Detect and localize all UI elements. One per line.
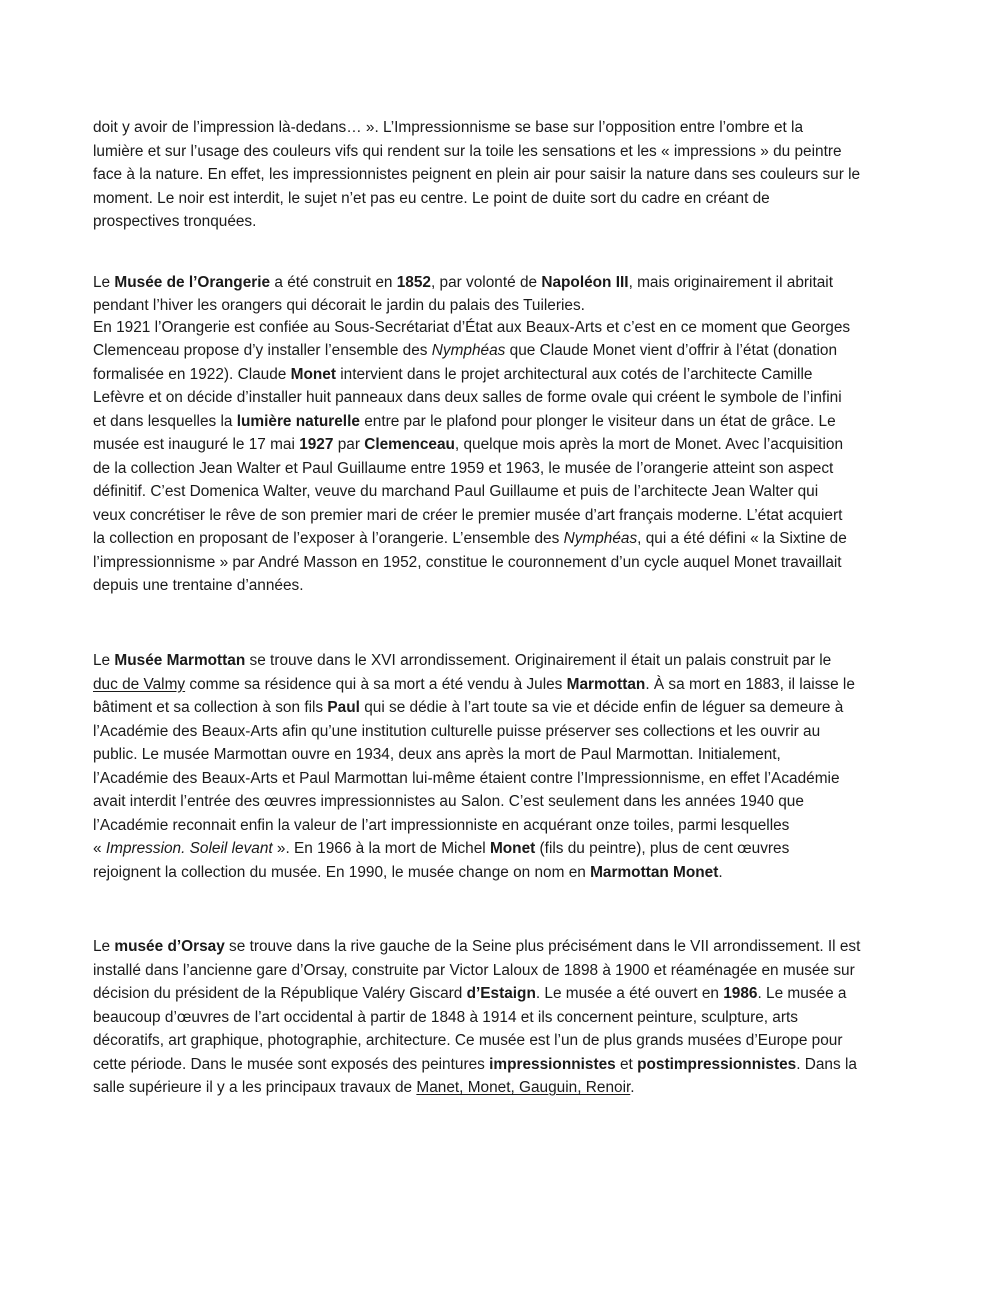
bold-text: 1852 <box>396 274 431 291</box>
text-line: doit y avoir de l’impression là-dedans… ». L’Impressionnisme se base sur l’opposition entre l’ombre et la <box>93 119 804 136</box>
text-line: Lefèvre et on décide d’installer huit panneaux dans deux salles de forme ovale qui créent le symbole de l’infini <box>93 389 842 406</box>
italic-text: Impression. Soleil levant <box>105 840 273 857</box>
text-run: . Dans la <box>796 1055 857 1073</box>
italic-text: Nymphéas <box>563 530 638 547</box>
text-line <box>93 861 913 885</box>
text-run: la collection en proposant de l’exposer à l’orangerie. L’ensemble des <box>93 530 564 547</box>
text-run: musée est inauguré le 17 mai <box>93 436 300 453</box>
text-run: entre par le plafond pour plonger le visiteur dans un état de grâce. Le <box>359 412 836 430</box>
bold-text: Monet <box>489 840 536 857</box>
text-run: a été construit en <box>270 274 397 291</box>
text-run: « <box>93 840 106 857</box>
text-line: l’Académie reconnait enfin la valeur de l’art impressionniste en acquérant onze toiles, parmi lesquelles <box>93 816 790 834</box>
text-line <box>93 339 913 363</box>
text-line: de la collection Jean Walter et Paul Guillaume entre 1959 et 1963, le musée de l’orangerie atteint son aspect <box>93 459 834 477</box>
bold-text: Marmottan Monet <box>590 863 719 881</box>
text-line: installé dans l’ancienne gare d’Orsay, construite par Victor Laloux de 1898 à 1900 et réaménagée en musée sur <box>93 961 855 979</box>
bold-text: Napoléon III <box>541 274 629 291</box>
text-line <box>93 363 913 387</box>
text-run: comme sa résidence qui à sa mort a été vendu à Jules <box>185 675 567 693</box>
text-line: lumière et sur l’usage des couleurs vifs qui rendent sur la toile les sensations et les « impressions » du peintre <box>93 142 842 160</box>
text-line: l’impressionnisme » par André Masson en 1952, constitue le couronnement d’un cycle auquel Monet travaillait <box>93 553 842 571</box>
text-run: formalisée en 1922). Claude <box>93 365 291 383</box>
text-line <box>93 673 913 697</box>
text-run: . À sa mort en 1883, il laisse le <box>645 675 855 693</box>
paragraph-orsay <box>93 935 913 1100</box>
text-line: l’Académie des Beaux-Arts afin qu’une institution culturelle puisse préserver ses collections et les ouvrir au <box>93 722 821 740</box>
bold-text: 1927 <box>299 436 334 453</box>
text-run: salle supérieure il y a les principaux travaux de <box>93 1079 417 1096</box>
text-line: moment. Le noir est interdit, le sujet n’et pas eu centre. Le point de duite sort du cadre en créant de <box>93 189 770 207</box>
bold-text: lumière naturelle <box>236 412 360 430</box>
text-run: intervient dans le projet architectural aux cotés de l’architecte Camille <box>335 365 813 383</box>
italic-text: Nymphéas <box>431 342 506 359</box>
text-run: Le <box>93 938 115 955</box>
text-run: . Le musée a été ouvert en <box>535 985 724 1002</box>
bold-text: postimpressionnistes <box>637 1055 797 1073</box>
text-line <box>93 433 913 457</box>
text-run: . <box>630 1079 635 1096</box>
paragraph-marmottan <box>93 649 913 884</box>
text-line <box>93 982 913 1006</box>
bold-text: musée d’Orsay <box>114 938 225 955</box>
text-run: rejoignent la collection du musée. En 1990, le musée change on nom en <box>93 863 591 881</box>
text-run: Le <box>93 652 115 669</box>
text-line <box>93 410 913 434</box>
text-line: beaucoup d’œuvres de l’art occidental à partir de 1848 à 1914 et ils concernent peinture, sculpture, arts <box>93 1008 798 1026</box>
text-run: que Claude Monet vient d’offrir à l’état (donation <box>505 342 838 359</box>
bold-text: Paul <box>327 699 360 716</box>
text-run: Le <box>93 274 115 291</box>
bold-text: impressionnistes <box>489 1055 616 1073</box>
text-run: et dans lesquelles la <box>93 412 237 430</box>
bold-text: Musée de l’Orangerie <box>114 274 271 291</box>
text-run: qui se dédie à l’art toute sa vie et décide enfin de léguer sa demeure à <box>359 699 844 716</box>
text-line: face à la nature. En effet, les impressionnistes peignent en plein air pour saisir la nature dans ses couleurs sur le <box>93 166 861 183</box>
text-line <box>93 935 913 959</box>
text-line: pendant l’hiver les orangers qui décorait le jardin du palais des Tuileries. <box>93 296 585 314</box>
bold-text: d’Estaign <box>466 985 536 1002</box>
text-line: veux concrétiser le rêve de son premier mari de créer le premier musée d’art français moderne. L’état acquiert <box>93 506 843 524</box>
text-run: par <box>333 436 365 453</box>
bold-text: Monet <box>290 365 336 383</box>
text-run: et <box>615 1055 638 1073</box>
text-line: décoratifs, art graphique, photographie, architecture. Ce musée est l’un de plus grands musées d’Europe pour <box>93 1032 843 1049</box>
text-run: , mais originairement il abritait <box>628 274 833 291</box>
text-line: depuis une trentaine d’années. <box>93 577 304 594</box>
text-line <box>93 837 913 861</box>
bold-text: Musée Marmottan <box>114 652 246 669</box>
underlined-link-painters[interactable]: Manet, Monet, Gauguin, Renoir <box>416 1079 631 1096</box>
text-run: décision du président de la République Valéry Giscard <box>93 985 467 1002</box>
text-line <box>93 1076 913 1100</box>
text-run: bâtiment et sa collection à son fils <box>93 699 328 716</box>
bold-text: Marmottan <box>566 675 646 693</box>
text-line <box>93 649 913 673</box>
text-line: public. Le musée Marmottan ouvre en 1934, deux ans après la mort de Paul Marmottan. Initialement, <box>93 746 781 763</box>
text-run: Clemenceau propose d’y installer l’ensemble des <box>93 342 432 359</box>
text-line <box>93 527 913 551</box>
text-run: . Le musée a <box>757 985 847 1002</box>
text-line: En 1921 l’Orangerie est confiée au Sous-Secrétariat d’État aux Beaux-Arts et c’est en ce moment que Georges <box>93 318 851 336</box>
text-line <box>93 271 913 295</box>
text-run: ». En 1966 à la mort de Michel <box>272 840 490 857</box>
text-line: prospectives tronquées. <box>93 213 257 230</box>
text-run: (fils du peintre), plus de cent œuvres <box>535 840 790 857</box>
text-run: , par volonté de <box>430 274 542 291</box>
text-line <box>93 1053 913 1077</box>
bold-text: 1986 <box>723 985 758 1002</box>
text-run: , qui a été défini « la Sixtine de <box>637 530 847 547</box>
paragraph-orangerie <box>93 271 913 598</box>
bold-text: Clemenceau <box>364 436 455 453</box>
text-line: l’Académie des Beaux-Arts et Paul Marmottan lui-même étaient contre l’Impressionnisme, en effet l’Académie <box>93 769 840 787</box>
text-line <box>93 696 913 720</box>
text-run: se trouve dans le XVI arrondissement. Originairement il était un palais construit par le <box>245 652 832 669</box>
text-run: . <box>718 863 723 881</box>
text-run: se trouve dans la rive gauche de la Seine plus précisément dans le VII arrondissement. Il est <box>224 938 861 955</box>
text-line: avait interdit l’entrée des œuvres impressionnistes au Salon. C’est seulement dans les années 1940 que <box>93 793 804 810</box>
underlined-link-duc-de-valmy[interactable]: duc de Valmy <box>93 675 186 693</box>
text-line: définitif. C’est Domenica Walter, veuve du marchand Paul Guillaume et puis de l’architecte Jean Walter qui <box>93 483 819 500</box>
text-run: , quelque mois après la mort de Monet. Avec l’acquisition <box>454 436 844 453</box>
text-run: cette période. Dans le musée sont exposés des peintures <box>93 1055 490 1073</box>
paragraph-impressionnisme <box>93 116 913 234</box>
